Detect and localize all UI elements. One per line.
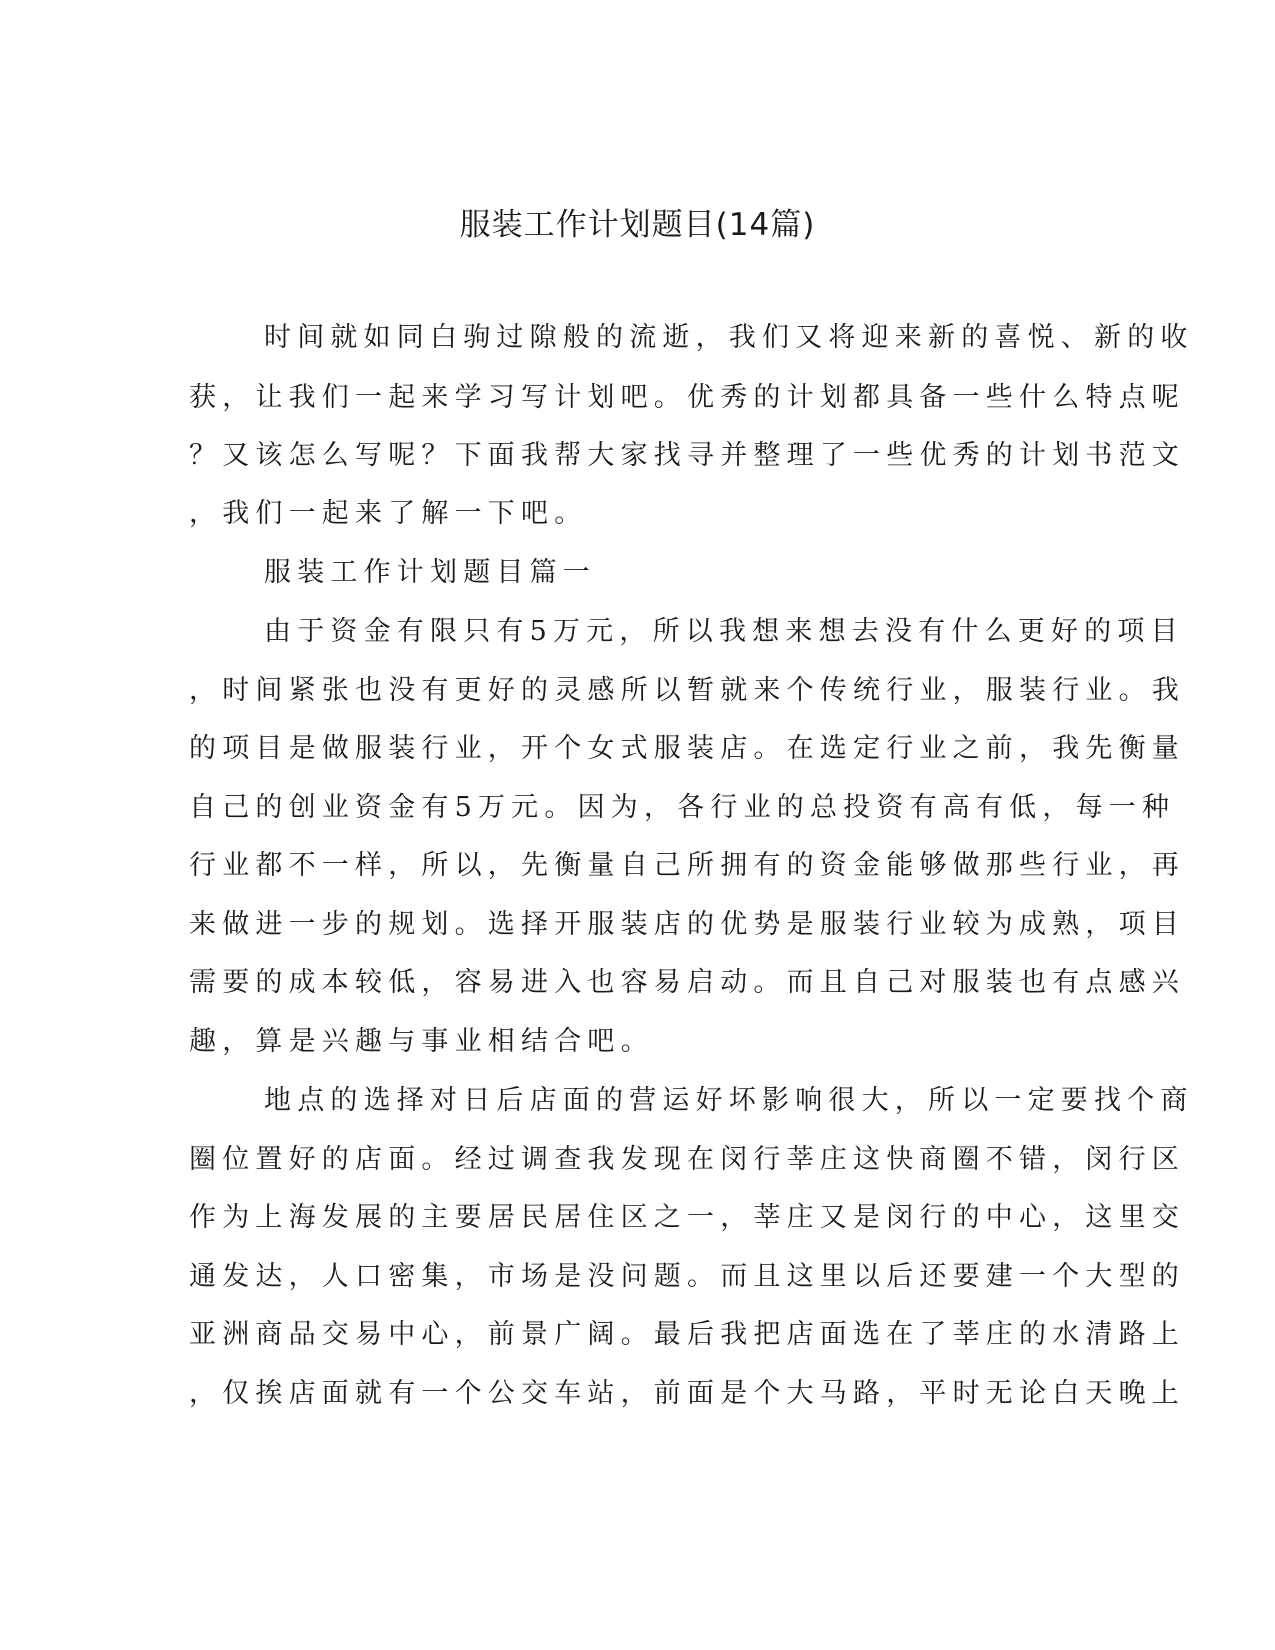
paragraph-line: 来做进一步的规划。选择开服装店的优势是服装行业较为成熟，项目 <box>189 909 1185 940</box>
paragraph-line: 亚洲商品交易中心，前景广阔。最后我把店面选在了莘庄的水清路上 <box>189 1319 1185 1350</box>
paragraph-line: 自己的创业资金有5万元。因为，各行业的总投资有高有低，每一种 <box>189 792 1176 823</box>
document-title: 服装工作计划题目(14篇) <box>459 207 816 243</box>
paragraph-line: 作为上海发展的主要居民居住区之一，莘庄又是闵行的中心，这里交 <box>189 1202 1185 1233</box>
paragraph-line: 由于资金有限只有5万元，所以我想来想去没有什么更好的项目 <box>264 616 1184 647</box>
paragraph-line: 圈位置好的店面。经过调查我发现在闵行莘庄这快商圈不错，闵行区 <box>189 1144 1185 1175</box>
paragraph-line: 获，让我们一起来学习写计划吧。优秀的计划都具备一些什么特点呢 <box>189 382 1185 413</box>
paragraph-line: 地点的选择对日后店面的营运好坏影响很大，所以一定要找个商 <box>264 1085 1194 1116</box>
paragraph-line: 的项目是做服装行业，开个女式服装店。在选定行业之前，我先衡量 <box>189 733 1185 764</box>
paragraph-line: ，我们一起来了解一下吧。 <box>189 498 588 529</box>
paragraph-line: ，仅挨店面就有一个公交车站，前面是个大马路，平时无论白天晚上 <box>189 1378 1185 1409</box>
paragraph-line: ？又该怎么写呢？下面我帮大家找寻并整理了一些优秀的计划书范文 <box>189 440 1185 471</box>
paragraph-line: ，时间紧张也没有更好的灵感所以暂就来个传统行业，服装行业。我 <box>189 675 1185 706</box>
paragraph-line: 时间就如同白驹过隙般的流逝，我们又将迎来新的喜悦、新的收 <box>264 322 1194 353</box>
paragraph-line: 行业都不一样，所以，先衡量自己所拥有的资金能够做那些行业，再 <box>189 850 1185 881</box>
paragraph-line: 需要的成本较低，容易进入也容易启动。而且自己对服装也有点感兴 <box>189 967 1185 998</box>
paragraph-line: 通发达，人口密集，市场是没问题。而且这里以后还要建一个大型的 <box>189 1261 1185 1292</box>
paragraph-line: 趣，算是兴趣与事业相结合吧。 <box>189 1026 654 1057</box>
section-heading: 服装工作计划题目篇一 <box>264 557 596 588</box>
